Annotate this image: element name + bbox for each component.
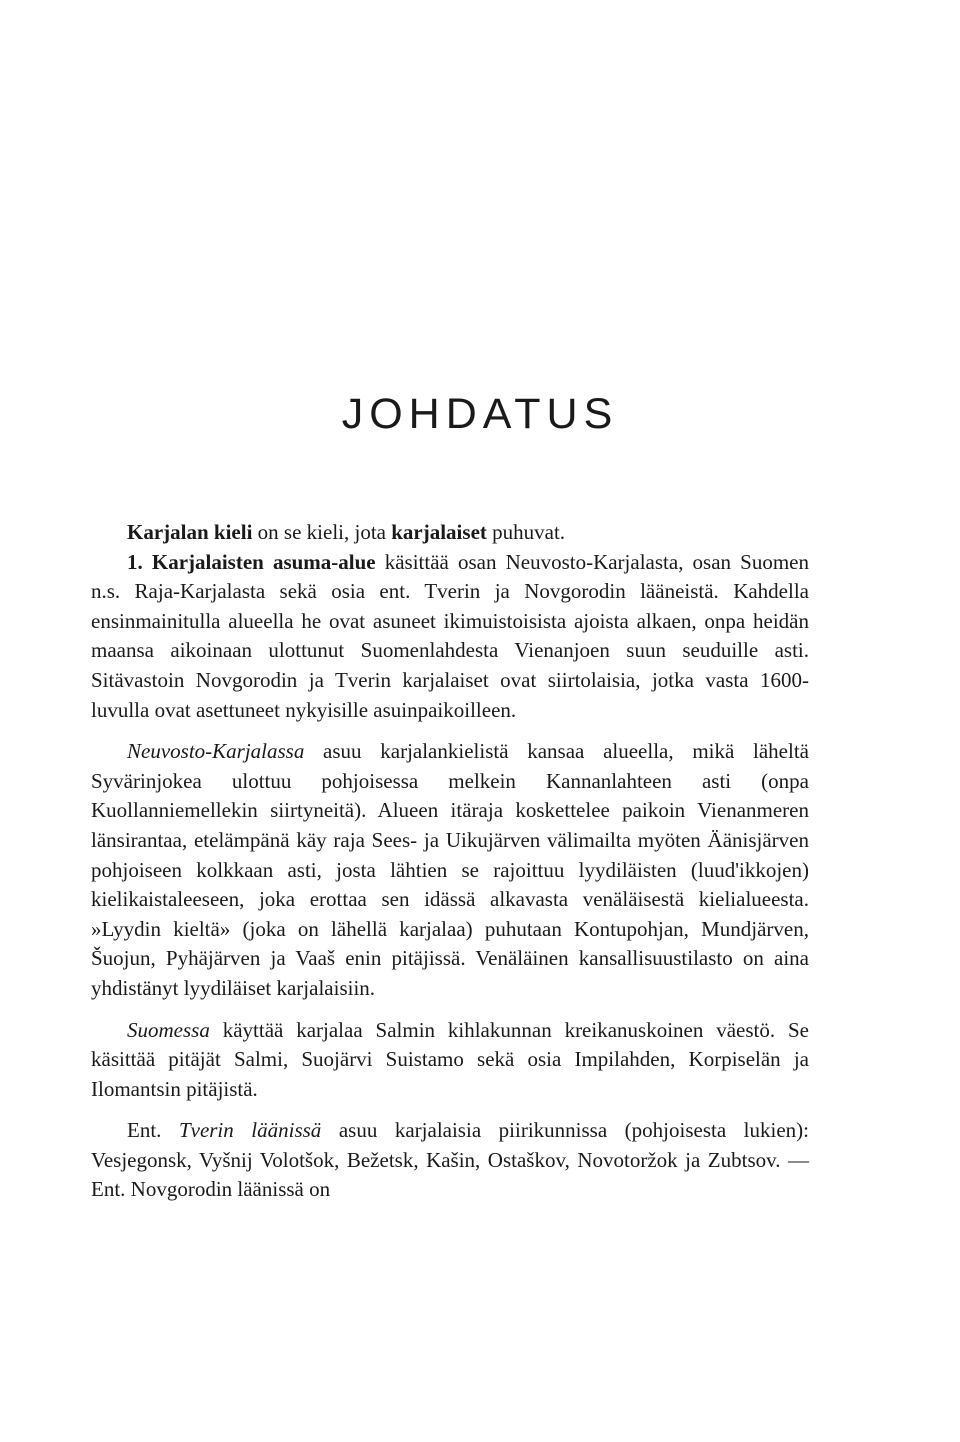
paragraph-text: asuu karjalankielistä kansaa alueella, mikä läheltä Syvärinjokea ulottuu pohjoisessa melkein Kannanlahteen asti (onpa Kuollanniemellekin siirtyneitä). Alueen itäraja koskettelee paikoin Vienanmeren länsirantaa, etelämpänä käy raja Sees- ja Uikujärven välimailta myöten Äänisjärven pohjoiseen kolkkaan asti, josta lähtien se rajoittuu lyydiläisten (luud'ikkojen) kielikaistaleeseen, joka erottaa sen idässä alkavasta venäläisestä kielialueesta. »Lyydin kieltä» (joka on lähellä karjalaa) puhutaan Kontupohjan, Mundjärven, Šuojun, Pyhäjärven ja Vaaš enin pitäjissä. Venäläinen kansallisuustilasto on aina yhdistänyt lyydiläiset karjalaisiin. [91,739,809,1000]
paragraph-text: käyttää karjalaa Salmin kihlakunnan kreikanuskoinen väestö. Se käsittää pitäjät Salmi, Suojärvi Suistamo sekä osia Impilahden, Korpiselän ja Ilomantsin pitäjistä. [91,1017,809,1101]
paragraph-tver [91,1116,809,1205]
paragraph-text: puhuvat. [486,520,566,544]
paragraph-text: käsittää osan Neuvosto-Karjalasta, osan Suomen n.s. Raja-Karjalasta sekä osia ent. Tverin ja Novgorodin lääneistä. Kahdella ensinmainitulla alueella he ovat asuneet ikimuistoisista ajoista alkaen, onpa heidän maansa aikoinaan ulottunut Suomenlahdesta Vienanjoen suun seuduille asti. Sitävastoin Novgorodin ja Tverin karjalaiset ovat siirtolaisia, jotka vasta 1600-luvulla ovat asettuneet nykyisille asuinpaikoilleen. [91,549,809,722]
chapter-title: JOHDATUS [341,390,619,438]
term-karjalaiset: karjalaiset [391,520,487,544]
region-name: Tverin läänissä [178,1118,322,1143]
paragraph-definition [91,518,809,548]
paragraph-text: on se kieli, jota [252,520,392,544]
paragraph-section-1 [91,548,809,726]
paragraph-suomi [91,1016,809,1105]
body-text [91,518,809,1205]
region-name: Suomessa [127,1017,210,1042]
paragraph-neuvosto-karjala [91,737,809,1003]
term-karjalan-kieli: Karjalan kieli [127,520,253,544]
region-name: Neuvosto-Karjalassa [127,739,305,764]
paragraph-text: Ent. [127,1118,179,1143]
section-number: 1. [127,549,152,574]
paragraph-text: asuu karjalaisia piirikunnissa (pohjoisesta lukien): Vesjegonsk, Vyšnij Volotšok, Bežetsk, Kašin, Ostaškov, Novotoržok ja Zubtsov. — Ent. Novgorodin läänissä on [91,1118,810,1202]
section-heading: Karjalaisten asuma-alue [151,549,376,574]
